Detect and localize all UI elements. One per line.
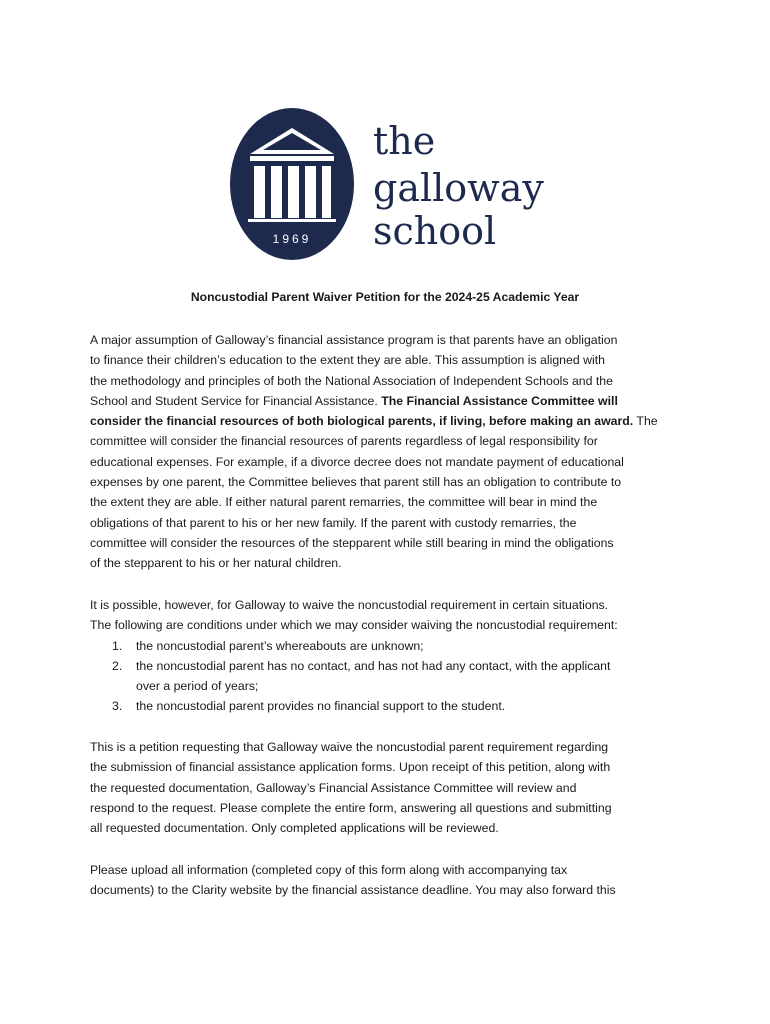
logo-graphic: [230, 106, 560, 262]
paragraph-waiver-conditions: [90, 595, 690, 717]
paragraph-line: [90, 411, 690, 431]
school-logo: [230, 106, 560, 262]
list-item: [90, 696, 690, 716]
logo-wordmark-the: the: [373, 119, 436, 163]
paragraph-line: It is possible, however, for Galloway to waive the noncustodial requirement in certain situations.: [90, 598, 609, 612]
text-bold: consider the financial resources of both biological parents, if living, before making an award.: [90, 414, 634, 429]
document-title: Noncustodial Parent Waiver Petition for the 2024-25 Academic Year: [190, 290, 580, 304]
list-item-number: 1.: [112, 638, 123, 653]
paragraph-line: obligations of that parent to his or her new family. If the parent with custody remarries, the: [90, 515, 577, 530]
list-item-number: 3.: [112, 699, 123, 714]
paragraph-line: to finance their children’s education to the extent they are able. This assumption is aligned with: [90, 353, 605, 368]
logo-column: [271, 166, 282, 218]
paragraph-line: documents) to the Clarity website by the financial assistance deadline. You may also forward this: [90, 883, 616, 898]
paragraph-line: [90, 391, 690, 411]
paragraph-petition: [90, 737, 690, 838]
paragraph-line: committee will consider the resources of the stepparent while still bearing in mind the obligations: [90, 535, 614, 550]
paragraph-line: the submission of financial assistance application forms. Upon receipt of this petition, along with: [90, 760, 611, 775]
paragraph-line: respond to the request. Please complete the entire form, answering all questions and submitting: [90, 800, 612, 815]
logo-column: [305, 166, 316, 218]
text-bold: The Financial Assistance Committee will: [381, 393, 618, 408]
list-item-number: 2.: [112, 658, 123, 673]
paragraph-line: all requested documentation. Only completed applications will be reviewed.: [90, 821, 499, 836]
list-item-text: over a period of years;: [136, 679, 259, 694]
list-item-text: the noncustodial parent provides no financial support to the student.: [136, 699, 506, 714]
list-item-text: the noncustodial parent has no contact, and has not had any contact, with the applicant: [136, 658, 611, 673]
text-normal: The: [633, 414, 658, 429]
logo-year: 1969: [272, 232, 312, 246]
logo-column: [254, 166, 265, 218]
list-item: [90, 656, 690, 697]
logo-wordmark-school: school: [373, 209, 497, 253]
text-normal: School and Student Service for Financial Assistance.: [90, 393, 382, 408]
paragraph-line: committee will consider the financial resources of parents regardless of legal responsibility for: [90, 434, 598, 449]
paragraph-line: This is a petition requesting that Galloway waive the noncustodial parent requirement regarding: [90, 740, 609, 754]
conditions-list: [90, 636, 690, 717]
logo-column: [288, 166, 299, 218]
list-item: [90, 636, 690, 656]
paragraph-line: The following are conditions under which we may consider waiving the noncustodial requirement:: [90, 618, 618, 633]
logo-wordmark-galloway: galloway: [373, 166, 544, 210]
paragraph-line: the methodology and principles of both the National Association of Independent Schools and the: [90, 373, 613, 388]
paragraph-assumption: [90, 330, 690, 574]
paragraph-line: of the stepparent to his or her natural children.: [90, 556, 342, 571]
logo-column: [322, 166, 331, 218]
paragraph-line: the requested documentation, Galloway’s Financial Assistance Committee will review and: [90, 780, 577, 795]
paragraph-line: expenses by one parent, the Committee believes that parent still has an obligation to contribute to: [90, 475, 622, 490]
paragraph-upload-instructions: [90, 860, 690, 901]
list-item-text: the noncustodial parent’s whereabouts are unknown;: [136, 638, 424, 653]
paragraph-line: A major assumption of Galloway’s financial assistance program is that parents have an obligation: [90, 333, 618, 347]
paragraph-line: the extent they are able. If either natural parent remarries, the committee will bear in mind the: [90, 495, 598, 510]
paragraph-line: educational expenses. For example, if a divorce decree does not mandate payment of educational: [90, 454, 624, 469]
paragraph-line: Please upload all information (completed copy of this form along with accompanying tax: [90, 863, 568, 877]
